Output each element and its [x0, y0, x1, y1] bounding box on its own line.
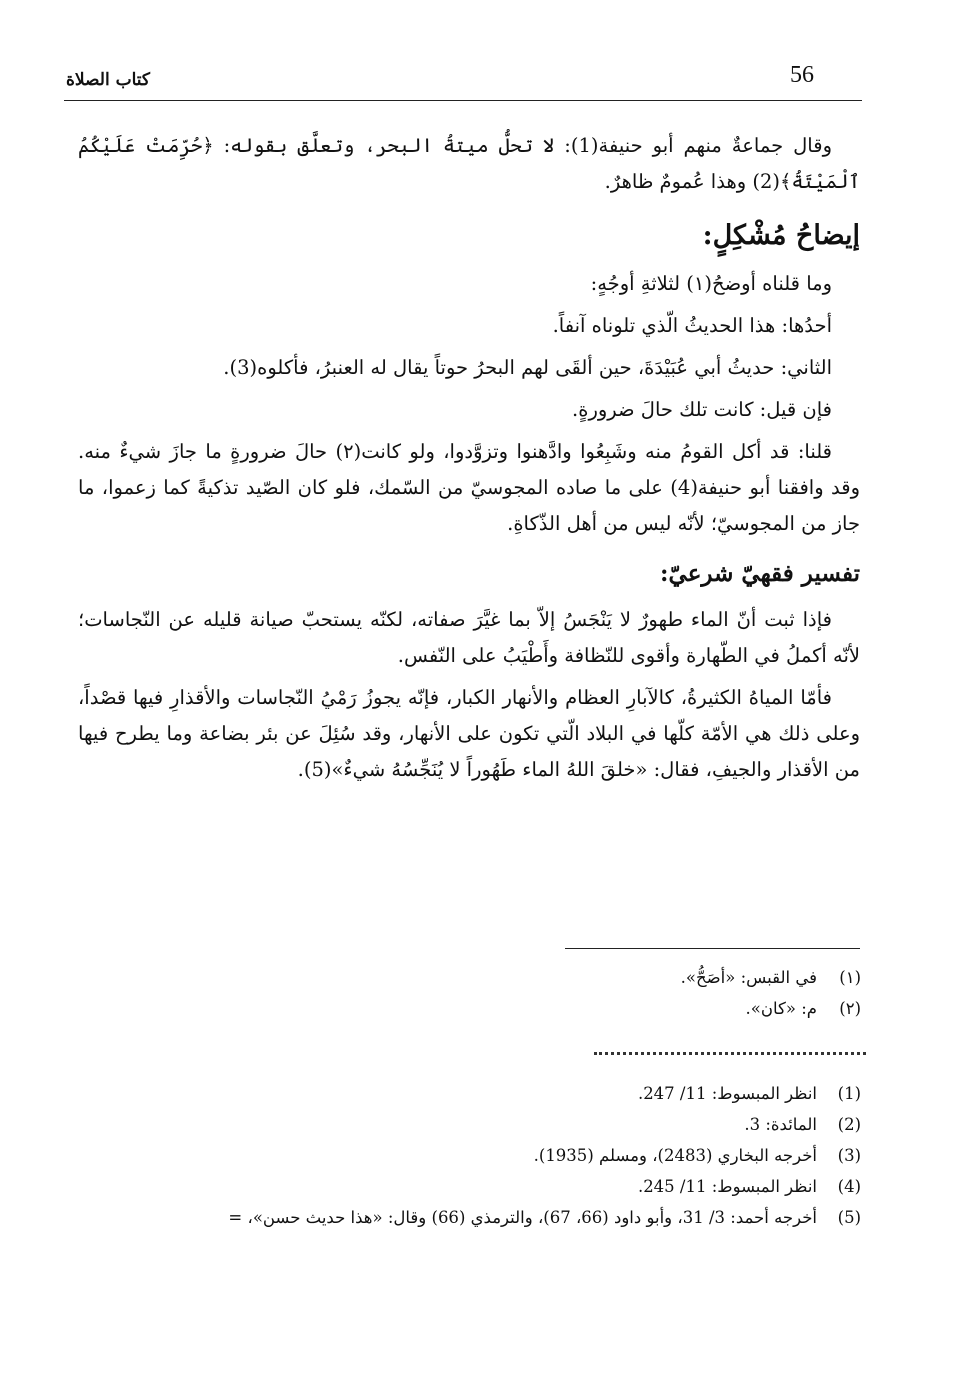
header-divider [64, 100, 862, 101]
footnote-row [101, 1109, 861, 1140]
page-number: 56 [790, 62, 814, 88]
footnote-text: أخرجه البخاري (2483)، ومسلم (1935). [533, 1146, 817, 1165]
footnote-text: انظر المبسوط: 11/ 245. [637, 1177, 817, 1196]
footnote-number: (5) [837, 1208, 861, 1227]
footnote-number: (3) [837, 1146, 861, 1165]
footnote-row [101, 1078, 861, 1109]
footnote-number: (١) [839, 968, 861, 987]
editor-footnotes [101, 1078, 861, 1233]
text-footnotes [101, 962, 861, 1024]
footnote-separator [565, 948, 860, 949]
footnote-text: في القبس: «أصَحُّ». [680, 968, 817, 987]
footnote-number: (٢) [839, 999, 861, 1018]
paragraph-4: الثاني: حديثُ أبي عُبَيْدَةَ، حين ألقَى لهم البحرُ حوتاً يقال له العنبرُ، فأكلوه(3). [223, 356, 832, 379]
paragraph-1: وقال جماعةٌ منهم أبو حنيفة(1): لا تحلُّ ميتةُ البحر، وتعلَّق بقوله: ﴿حُرِّمَتْ عَلَيْكُمُ ٱلْمَيْتَةُ﴾(2) وهذا عُمومٌ ظاهرٌ. [78, 134, 860, 193]
paragraph-3: أحدُها: هذا الحديثُ الّذي تلوناه آنفاً. [552, 314, 832, 337]
main-text [78, 128, 860, 794]
footnote-row [101, 1140, 861, 1171]
editor-footnote-separator [594, 1052, 866, 1055]
footnote-number: (4) [837, 1177, 861, 1196]
footnote-text: م: «كان». [745, 999, 817, 1018]
footnote-number: (1) [837, 1084, 861, 1103]
paragraph-7: فإذا ثبت أنّ الماء طهورٌ لا يَنْجَسُ إلاّ بما غيَّرَ صفاته، لكنّه يستحبّ صيانة قليله عن النّجاسات؛ لأنّه أكملُ في الطّهارة وأقوى للنّظافة وأَطْيَبُ على النّفس. [78, 608, 860, 667]
footnote-number: (2) [837, 1115, 861, 1134]
footnote-row [101, 962, 861, 993]
section-heading-2: تفسير فقهيّ شرعيّ: [660, 560, 860, 587]
footnote-text: المائدة: 3. [744, 1115, 817, 1134]
paragraph-2: وما قلناه أوضحُ(١) لثلاثةِ أوجُهٍ: [590, 272, 832, 295]
section-heading-1: إيضاحُ مُشْكِلٍ: [702, 220, 860, 251]
paragraph-5: فإن قيل: كانت تلك حالَ ضرورةٍ. [572, 398, 832, 421]
running-header-title: كتاب الصلاة [66, 70, 151, 90]
footnote-row [101, 1171, 861, 1202]
footnote-row [101, 1202, 861, 1233]
footnote-text: انظر المبسوط: 11/ 247. [637, 1084, 817, 1103]
footnote-text: أخرجه أحمد: 3/ 31، وأبو داود (66، 67)، والترمذي (66) وقال: «هذا حديث حسن»، = [228, 1208, 817, 1227]
footnote-row [101, 993, 861, 1024]
paragraph-6: قلنا: قد أكل القومُ منه وشَبِعُوا وادَّهنوا وتزوَّدوا، ولو كانت(٢) حالَ ضرورةٍ ما جازَ شيءٌ منه. وقد وافقنا أبو حنيفة(4) على ما صاده المجوسيّ من السّمك، فلو كان الصّيد تذكيةً كما زعموا، ما جاز من المجوسيّ؛ لأنّه ليس من أهل الذّكاةِ. [78, 440, 860, 535]
paragraph-8: فأمّا المياهُ الكثيرةُ، كالآبارِ العظام والأنهار الكبار، فإنّه يجوزُ رَمْيُ النّجاسات والأقذارِ فيها قصْداً، وعلى ذلك هي الأمّة كلّها في البلاد الّتي تكون على الأنهار، وقد سُئِلَ عن بئر بضاعة وما يطرح فيها من الأقذار والجيفِ، فقال: «خلقَ اللهُ الماء طَهُوراً لا يُنَجِّسُهُ شيءٌ»(5). [78, 686, 860, 781]
